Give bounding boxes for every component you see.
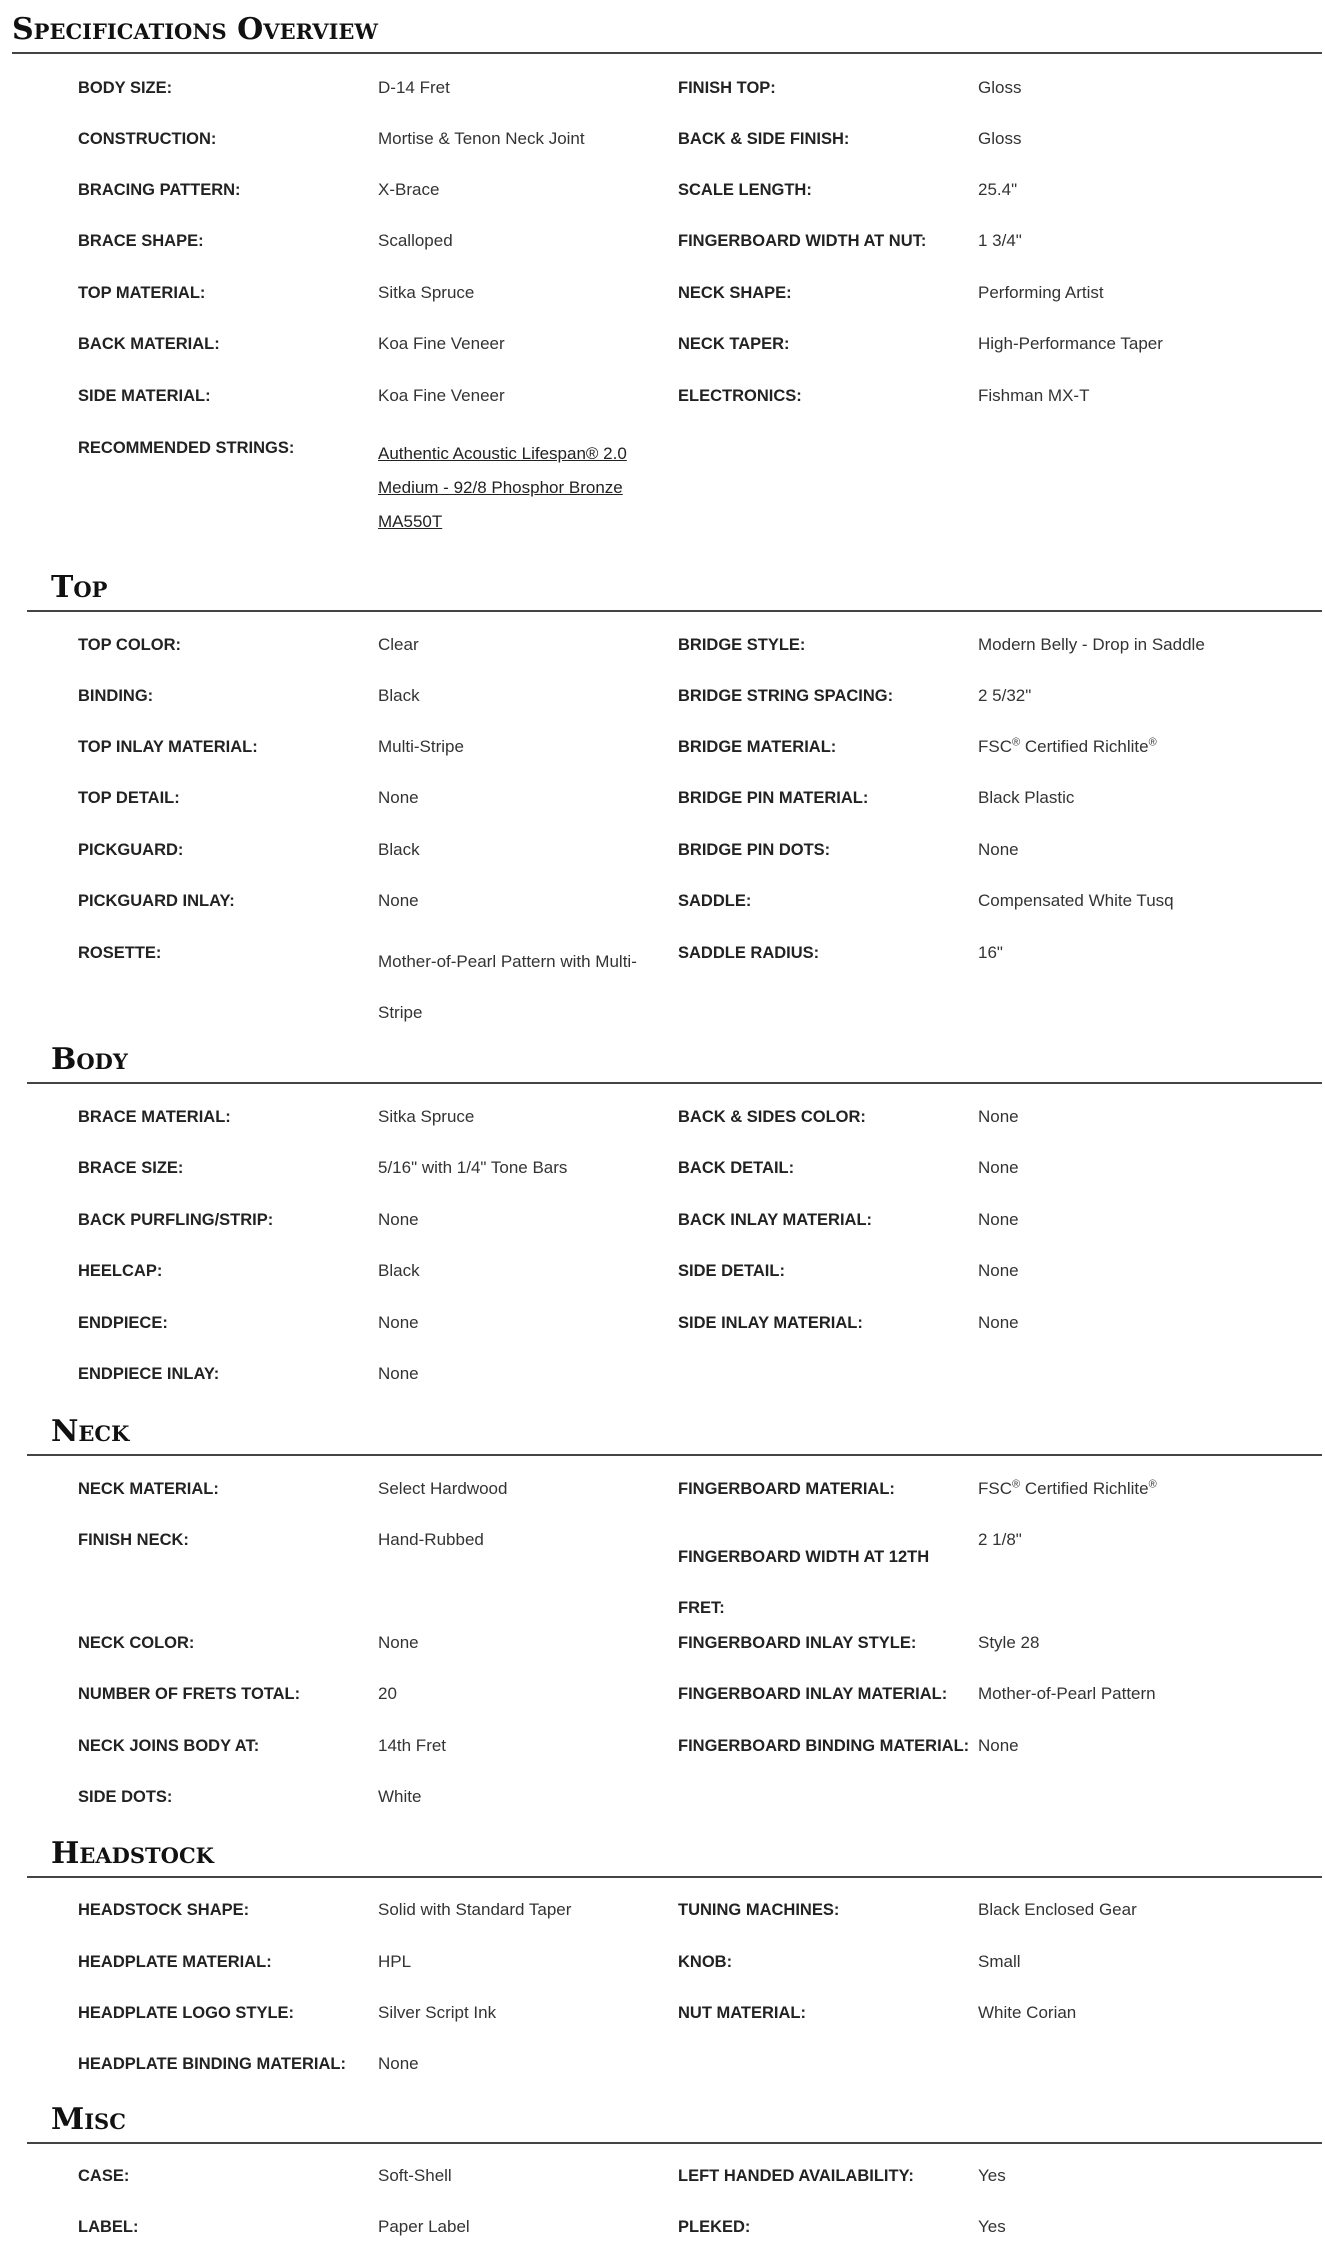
spec-label: SCALE LENGTH: [678, 181, 812, 199]
recommended-strings-link[interactable]: MA550T [378, 512, 443, 531]
section-header [27, 2100, 1322, 2144]
spec-label: PICKGUARD INLAY: [78, 892, 235, 910]
spec-label: TOP MATERIAL: [78, 284, 206, 302]
spec-label: HEADPLATE BINDING MATERIAL: [78, 2055, 346, 2073]
spec-value: Black Enclosed Gear [978, 1900, 1137, 1919]
spec-value: White [378, 1787, 422, 1806]
spec-label: TOP INLAY MATERIAL: [78, 738, 258, 756]
spec-label: SIDE INLAY MATERIAL: [678, 1314, 863, 1332]
spec-value: X-Brace [378, 180, 440, 199]
spec-label: CONSTRUCTION: [78, 130, 217, 148]
spec-label: BACK & SIDE FINISH: [678, 130, 850, 148]
spec-value: Small [978, 1952, 1021, 1971]
spec-label: ENDPIECE: [78, 1314, 168, 1332]
spec-label: NECK JOINS BODY AT: [78, 1737, 260, 1755]
spec-value: 2 1/8" [978, 1530, 1022, 1549]
spec-value: Mother-of-Pearl Pattern [978, 1684, 1156, 1703]
spec-value: None [378, 2054, 419, 2073]
spec-label: BACK PURFLING/STRIP: [78, 1211, 274, 1229]
spec-value: None [978, 1158, 1019, 1177]
spec-value: Yes [978, 2217, 1006, 2236]
spec-value: Mother-of-Pearl Pattern with Multi-Stripe [378, 952, 637, 1022]
spec-label: FINGERBOARD WIDTH AT 12TH FRET: [678, 1548, 930, 1617]
spec-value: Gloss [978, 129, 1022, 148]
spec-value: 25.4" [978, 180, 1018, 199]
section-header [27, 1040, 1322, 1084]
spec-value: Sitka Spruce [378, 283, 475, 302]
spec-value: 5/16" with 1/4" Tone Bars [378, 1158, 568, 1177]
spec-label: BRIDGE STYLE: [678, 636, 806, 654]
spec-value: None [978, 1736, 1019, 1755]
spec-label: FINGERBOARD MATERIAL: [678, 1480, 895, 1498]
spec-label: BRIDGE PIN MATERIAL: [678, 789, 869, 807]
spec-label: PICKGUARD: [78, 841, 184, 859]
spec-value: Koa Fine Veneer [378, 334, 505, 353]
spec-label: BACK MATERIAL: [78, 335, 220, 353]
spec-label: ELECTRONICS: [678, 387, 802, 405]
recommended-strings-link[interactable]: Authentic Acoustic Lifespan® 2.0 [378, 444, 627, 463]
spec-value: None [978, 1261, 1019, 1280]
spec-label: NECK TAPER: [678, 335, 790, 353]
spec-value: Style 28 [978, 1633, 1040, 1652]
spec-value: Soft-Shell [378, 2166, 452, 2185]
spec-value: FSC® Certified Richlite® [978, 1478, 1157, 1498]
spec-value: 20 [378, 1684, 397, 1703]
spec-label: TOP DETAIL: [78, 789, 180, 807]
spec-value: Black Plastic [978, 788, 1075, 807]
spec-value: None [378, 788, 419, 807]
spec-label: BRACE MATERIAL: [78, 1108, 231, 1126]
spec-value: Scalloped [378, 231, 453, 250]
spec-label: HEELCAP: [78, 1262, 163, 1280]
spec-value: Koa Fine Veneer [378, 386, 505, 405]
spec-label: BRACE SIZE: [78, 1159, 184, 1177]
section-header [27, 1412, 1322, 1456]
spec-label: FINGERBOARD WIDTH AT NUT: [678, 232, 927, 250]
spec-label: ENDPIECE INLAY: [78, 1365, 220, 1383]
spec-label: TOP COLOR: [78, 636, 181, 654]
spec-value: 2 5/32" [978, 686, 1032, 705]
spec-value: Fishman MX-T [978, 386, 1090, 405]
spec-value: None [378, 1633, 419, 1652]
spec-label: FINGERBOARD INLAY STYLE: [678, 1634, 917, 1652]
spec-label: FINISH TOP: [678, 79, 776, 97]
spec-label: NUMBER OF FRETS TOTAL: [78, 1685, 301, 1703]
spec-value: High-Performance Taper [978, 334, 1163, 353]
page-title: Specifications Overview [12, 12, 1322, 54]
spec-label: ROSETTE: [78, 944, 162, 962]
spec-value: Paper Label [378, 2217, 470, 2236]
spec-label: SIDE MATERIAL: [78, 387, 211, 405]
spec-label: BRACING PATTERN: [78, 181, 241, 199]
spec-value: Black [378, 840, 420, 859]
spec-label: HEADSTOCK SHAPE: [78, 1901, 250, 1919]
spec-value: D-14 Fret [378, 78, 450, 97]
spec-label: FINISH NECK: [78, 1531, 189, 1549]
spec-value: None [978, 1210, 1019, 1229]
spec-value: 1 3/4" [978, 231, 1022, 250]
spec-label: HEADPLATE LOGO STYLE: [78, 2004, 295, 2022]
spec-label: FINGERBOARD BINDING MATERIAL: [678, 1737, 970, 1755]
spec-label: HEADPLATE MATERIAL: [78, 1953, 272, 1971]
spec-label: LABEL: [78, 2218, 139, 2236]
spec-label: SADDLE: [678, 892, 752, 910]
spec-value: FSC® Certified Richlite® [978, 736, 1157, 756]
spec-label: SIDE DETAIL: [678, 1262, 785, 1280]
spec-label: SADDLE RADIUS: [678, 944, 820, 962]
spec-value: HPL [378, 1952, 412, 1971]
spec-value: None [978, 1313, 1019, 1332]
spec-label: PLEKED: [678, 2218, 751, 2236]
spec-label: TUNING MACHINES: [678, 1901, 840, 1919]
section-header [27, 1834, 1322, 1878]
spec-value: Hand-Rubbed [378, 1530, 484, 1549]
spec-value: None [978, 1107, 1019, 1126]
spec-label: BRIDGE STRING SPACING: [678, 687, 894, 705]
spec-label: BODY SIZE: [78, 79, 173, 97]
spec-value: White Corian [978, 2003, 1077, 2022]
spec-value: None [978, 840, 1019, 859]
spec-label: BACK & SIDES COLOR: [678, 1108, 866, 1126]
spec-label: BRIDGE MATERIAL: [678, 738, 837, 756]
spec-value: Multi-Stripe [378, 737, 464, 756]
spec-label: NUT MATERIAL: [678, 2004, 807, 2022]
spec-label: BACK DETAIL: [678, 1159, 795, 1177]
spec-value: Select Hardwood [378, 1479, 508, 1498]
spec-value: Mortise & Tenon Neck Joint [378, 129, 585, 148]
recommended-strings-link[interactable]: Medium - 92/8 Phosphor Bronze [378, 478, 623, 497]
spec-label: CASE: [78, 2167, 130, 2185]
spec-value: Gloss [978, 78, 1022, 97]
spec-value: Black [378, 686, 420, 705]
spec-value: Sitka Spruce [378, 1107, 475, 1126]
spec-value: Compensated White Tusq [978, 891, 1174, 910]
spec-value: 16" [978, 943, 1003, 962]
spec-label: KNOB: [678, 1953, 733, 1971]
spec-value: 14th Fret [378, 1736, 447, 1755]
spec-value: None [378, 891, 419, 910]
spec-value: Solid with Standard Taper [378, 1900, 572, 1919]
spec-value: None [378, 1364, 419, 1383]
spec-value: Performing Artist [978, 283, 1104, 302]
section-header [27, 568, 1322, 612]
spec-label: FINGERBOARD INLAY MATERIAL: [678, 1685, 948, 1703]
spec-label: SIDE DOTS: [78, 1788, 173, 1806]
spec-label: BINDING: [78, 687, 154, 705]
spec-label: BRIDGE PIN DOTS: [678, 841, 831, 859]
spec-value: Yes [978, 2166, 1006, 2185]
spec-value: Silver Script Ink [378, 2003, 497, 2022]
spec-label: BACK INLAY MATERIAL: [678, 1211, 873, 1229]
spec-value: None [378, 1313, 419, 1332]
spec-label: NECK MATERIAL: [78, 1480, 219, 1498]
spec-value: Modern Belly - Drop in Saddle [978, 635, 1205, 654]
spec-label: LEFT HANDED AVAILABILITY: [678, 2167, 914, 2185]
spec-label: NECK SHAPE: [678, 284, 792, 302]
spec-label: NECK COLOR: [78, 1634, 195, 1652]
spec-value: Clear [378, 635, 419, 654]
spec-label: RECOMMENDED STRINGS: [78, 439, 295, 457]
spec-value: Black [378, 1261, 420, 1280]
spec-label: BRACE SHAPE: [78, 232, 204, 250]
spec-value: None [378, 1210, 419, 1229]
